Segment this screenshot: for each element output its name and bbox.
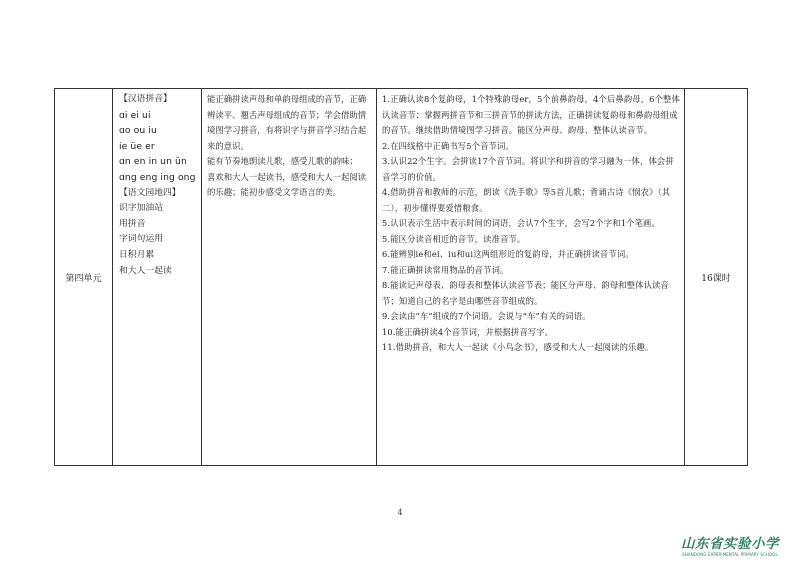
- table-row: [55, 89, 748, 466]
- brief-goal: 能有节奏地朗读儿歌，感受儿歌的韵味；: [207, 156, 358, 166]
- pinyin-section-heading: 【汉语拼音】: [119, 94, 172, 104]
- brief-goal: 喜欢和大人一起读书，感受和大人一起阅读的乐趣；能初步感受文学语言的美。: [207, 171, 367, 197]
- class-hours: 16课时: [701, 273, 731, 284]
- detailed-goal: 11.借助拼音，和大人一起读《小鸟念书》，感受和大人一起阅读的乐趣。: [382, 342, 654, 352]
- unit-cell: [55, 89, 113, 466]
- detailed-goal: 5.认识表示生活中表示时间的词语，会认7个生字，会写2个字和1个笔画。: [382, 218, 660, 228]
- detailed-goal: 3.认识22个生字。会拼读17个音节词。将识字和拼音的学习融为一体，体会拼音学习的价值。: [382, 156, 674, 182]
- garden-item: 日积月累: [119, 249, 155, 260]
- school-name-en: SHANDONG EXPERIMENTAL PRIMARY SCHOOL: [682, 552, 778, 557]
- page-number: 4: [397, 508, 403, 517]
- pinyin-line: ɑng eng ing ong: [119, 171, 196, 183]
- detailed-goal: 1.正确认读8个复韵母，1个特殊韵母er，5个前鼻韵母，4个后鼻韵母，6个整体认读音节；掌握两拼音节和三拼音节的拼读方法，正确拼读复韵母和鼻韵母组成的音节。继续借助情境图学习拼音。能区分声母、韵母、整体认读音节。: [382, 94, 680, 135]
- detailed-goal: 6.能辨别ie和ei、iu和ui这两组形近的复韵母，并正确拼读音节词。: [382, 249, 634, 259]
- garden-section-heading: 【语文园地四】: [119, 187, 181, 198]
- school-name-cn: 山东省实验小学: [681, 536, 779, 552]
- unit-label: 第四单元: [65, 273, 102, 284]
- brief-goals-cell: [202, 89, 377, 466]
- detailed-goals-cell: [377, 89, 685, 466]
- detailed-goal: 8.能读记声母表、韵母表和整体认读音节表；能区分声母、韵母和整体认读音节；知道自己的名字是由哪些音节组成的。: [382, 280, 669, 306]
- detailed-goal: 7.能正确拼读常用物品的音节词。: [382, 264, 509, 275]
- garden-item: 和大人一起读: [119, 265, 172, 276]
- garden-item: 用拼音: [119, 218, 146, 229]
- garden-item: 字词句运用: [119, 234, 163, 245]
- detailed-goal: 9.会读由“车”组成的7个词语。会说与“车”有关的词语。: [382, 311, 591, 321]
- pinyin-line: ɑi ei ui: [119, 109, 151, 121]
- detailed-goal: 4.借助拼音和教师的示范，朗读《洗手歌》等5首儿歌；背诵古诗《悯农》（其二），初步懂得要爱惜粮食。: [382, 187, 671, 213]
- hours-cell: [685, 89, 748, 466]
- pinyin-line: ɑo ou iu: [119, 125, 157, 137]
- garden-item: 识字加油站: [119, 203, 163, 214]
- brief-goal: 能正确拼读声母和单韵母组成的音节，正确辨读平、翘舌声母组成的音节；学会借助情境图学习拼音，有将识字与拼音学习结合起来的意识。: [207, 94, 367, 151]
- pinyin-line: ɑn en in un ün: [119, 156, 187, 168]
- school-logo: [674, 536, 786, 558]
- teaching-plan-table: [54, 88, 748, 466]
- detailed-goal: 10.能正确拼读4个音节词，并根据拼音写字。: [382, 326, 554, 337]
- detailed-goal: 2.在四线格中正确书写5个音节词。: [382, 140, 514, 151]
- pinyin-line: ie üe er: [119, 140, 155, 152]
- content-cell: [113, 89, 202, 466]
- detailed-goal: 5.能区分读音相近的音节，读准音节。: [382, 233, 526, 244]
